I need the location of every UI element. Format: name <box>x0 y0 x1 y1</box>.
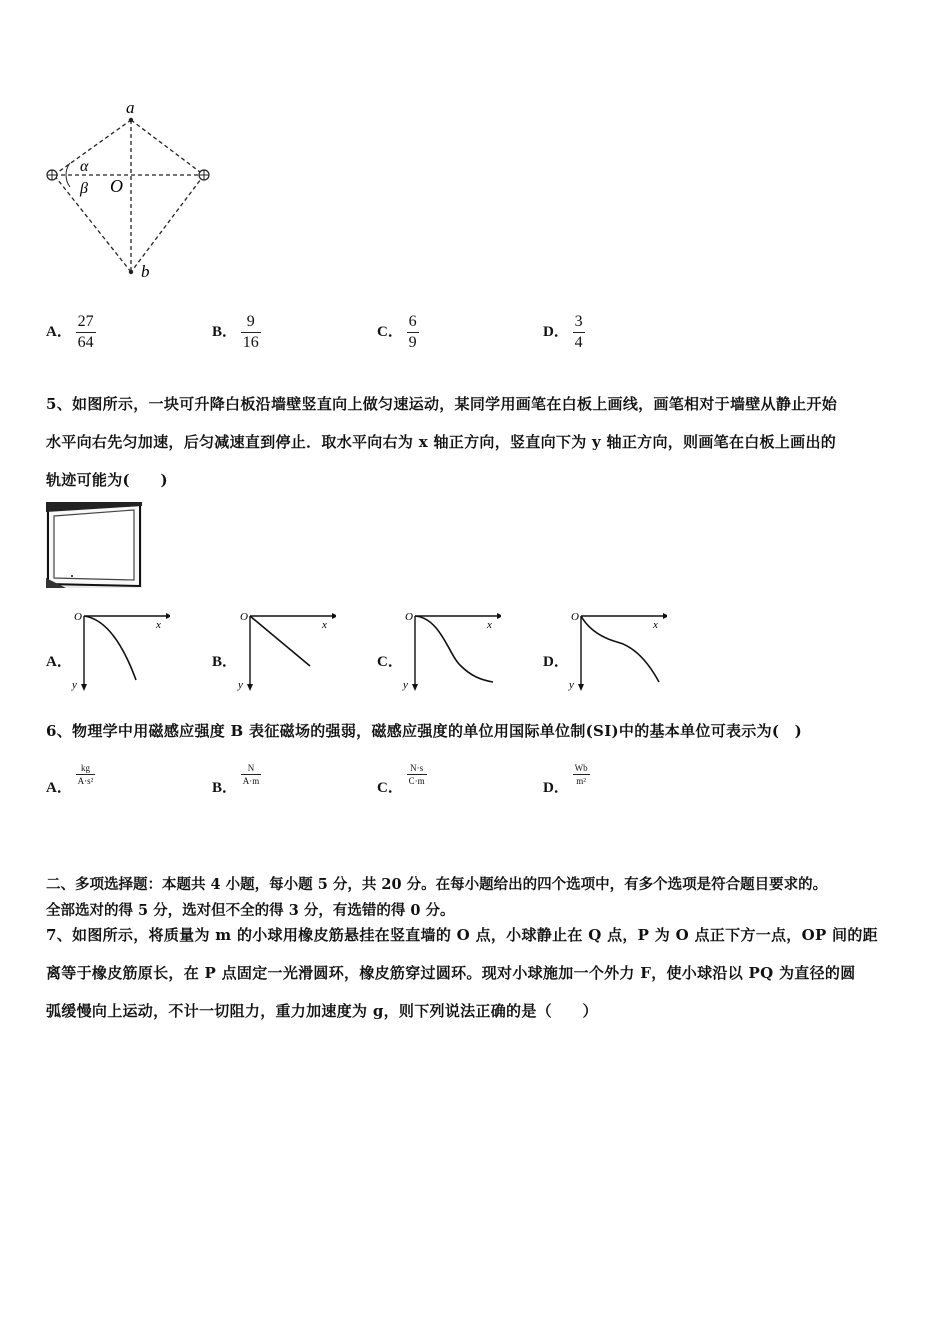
denominator: A·m <box>242 776 260 786</box>
option-letter: D． <box>543 780 569 796</box>
denominator: m² <box>576 776 586 786</box>
q4-option-c[interactable] <box>377 312 419 353</box>
axis-y-label: y <box>569 679 574 691</box>
numerator: 27 <box>76 312 96 333</box>
q6-stem: 6、物理学中用磁感应强度 B 表征磁场的强弱，磁感应强度的单位用国际单位制(SI)中的基本单位可表示为( ) <box>46 722 803 740</box>
label-a: a <box>126 98 135 117</box>
trajectory-line <box>250 616 310 666</box>
axis-x-label: x <box>653 619 658 631</box>
q7-line-3: 弧缓慢向上运动，不计一切阻力，重力加速度为 g，则下列说法正确的是（ ） <box>46 1002 598 1020</box>
q6-option-d[interactable] <box>543 762 590 797</box>
axis-origin-label: O <box>405 611 413 623</box>
q4-option-a[interactable] <box>46 312 96 353</box>
trajectory-curve <box>84 616 136 680</box>
option-letter: C． <box>377 780 403 796</box>
option-letter: A． <box>46 780 72 796</box>
q5-graph-d[interactable] <box>567 606 667 692</box>
denominator: C·m <box>408 776 425 786</box>
option-letter: B． <box>212 780 238 796</box>
edge-right-bottom <box>131 175 204 272</box>
q6-option-c[interactable] <box>377 762 427 797</box>
axis-y-label: y <box>238 679 243 691</box>
point-a-dot <box>129 118 133 122</box>
q5-graph-b[interactable] <box>236 606 336 692</box>
unit-fraction <box>241 762 262 787</box>
numerator: N·s <box>407 762 427 775</box>
q5-graph-c[interactable] <box>401 606 501 692</box>
denominator: 16 <box>242 334 259 351</box>
fraction <box>241 312 261 353</box>
numerator: 9 <box>241 312 261 333</box>
q7-stem <box>46 916 916 1030</box>
label-b: b <box>141 262 150 281</box>
numerator: kg <box>76 762 96 775</box>
fraction <box>407 312 419 353</box>
trajectory-curve <box>581 616 659 682</box>
right-charge-icon <box>199 170 209 180</box>
section-2-line-1: 二、多项选择题：本题共 4 小题，每小题 5 分，共 20 分。在每小题给出的四个选项中，有多个选项是符合题目要求的。 <box>46 876 828 893</box>
q5-option-c-label[interactable]: C． <box>377 654 403 670</box>
denominator: A·s² <box>77 776 94 786</box>
q5-line-3: 轨迹可能为( ) <box>46 471 168 489</box>
q5-graph-a[interactable] <box>70 606 170 692</box>
denominator: 4 <box>574 334 583 351</box>
axis-origin-label: O <box>74 611 82 623</box>
unit-fraction <box>76 762 96 787</box>
numerator: N <box>241 762 262 775</box>
option-letter: B． <box>212 323 238 340</box>
q5-line-2: 水平向右先匀加速，后匀减速直到停止．取水平向右为 x 轴正方向，竖直向下为 y 轴正方向，则画笔在白板上画出的 <box>46 433 837 451</box>
option-letter: C． <box>377 323 403 340</box>
unit-fraction <box>573 762 590 787</box>
edge-top-right <box>131 120 204 175</box>
q5-line-1: 5、如图所示，一块可升降白板沿墙壁竖直向上做匀速运动，某同学用画笔在白板上画线，画笔相对于墙壁从静止开始 <box>46 395 838 413</box>
denominator: 64 <box>77 334 94 351</box>
fraction <box>76 312 96 353</box>
q5-option-a-label[interactable]: A． <box>46 654 72 670</box>
label-beta: β <box>80 180 88 197</box>
left-charge-icon <box>47 170 57 180</box>
trajectory-curve <box>415 616 493 682</box>
section-2-line-2: 全部选对的得 5 分，选对但不全的得 3 分，有选错的得 0 分。 <box>46 902 455 919</box>
q7-line-1: 7、如图所示，将质量为 m 的小球用橡皮筋悬挂在竖直墙的 O 点，小球静止在 Q 点，P 为 O 点正下方一点，OP 间的距 <box>46 926 878 944</box>
denominator: 9 <box>408 334 417 351</box>
unit-fraction <box>407 762 427 787</box>
option-letter: D． <box>543 323 569 340</box>
axis-origin-label: O <box>571 611 579 623</box>
whiteboard-photo <box>46 502 142 588</box>
q5-option-d-label[interactable]: D． <box>543 654 569 670</box>
q4-rhombus-figure <box>40 95 230 285</box>
q6-option-b[interactable] <box>212 762 261 797</box>
point-b-dot <box>129 270 133 274</box>
axis-y-label: y <box>72 679 77 691</box>
numerator: Wb <box>574 763 588 773</box>
label-alpha: α <box>80 158 89 175</box>
fraction <box>573 312 585 353</box>
q7-line-2: 离等于橡皮筋原长，在 P 点固定一光滑圆环，橡皮筋穿过圆环。现对小球施加一个外力 F，使小球沿以 PQ 为直径的圆 <box>46 964 856 982</box>
numerator: 3 <box>573 312 585 333</box>
option-letter: A． <box>46 323 72 340</box>
q4-option-b[interactable] <box>212 312 261 353</box>
label-o: O <box>110 176 123 196</box>
axis-y-label: y <box>403 679 408 691</box>
q5-option-b-label[interactable]: B． <box>212 654 238 670</box>
axis-origin-label: O <box>240 611 248 623</box>
q5-stem <box>46 385 916 499</box>
edge-left-top <box>54 120 131 175</box>
q6-option-a[interactable] <box>46 762 95 797</box>
numerator: 6 <box>407 312 419 333</box>
axis-x-label: x <box>322 619 327 631</box>
axis-x-label: x <box>156 619 161 631</box>
q4-option-d[interactable] <box>543 312 585 353</box>
axis-x-label: x <box>487 619 492 631</box>
